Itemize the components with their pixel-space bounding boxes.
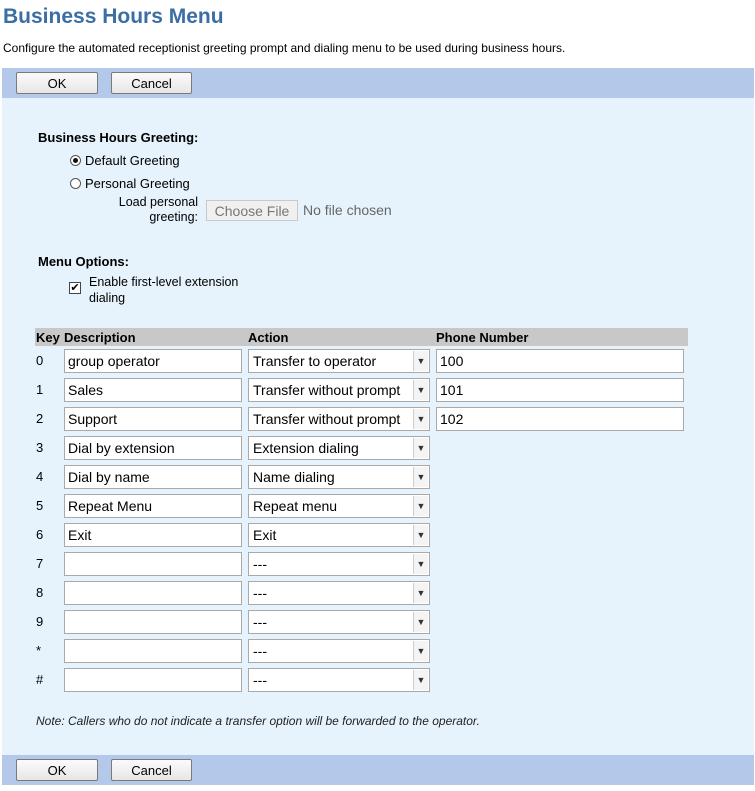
description-input[interactable] xyxy=(64,436,242,460)
table-row xyxy=(2,639,754,663)
table-row xyxy=(2,552,754,576)
description-input[interactable] xyxy=(64,523,242,547)
row-key: 4 xyxy=(36,469,44,484)
action-value: Repeat menu xyxy=(253,498,338,514)
table-row xyxy=(2,378,754,402)
action-value: Name dialing xyxy=(253,469,335,485)
action-select[interactable] xyxy=(248,581,430,605)
personal-greeting-label: Personal Greeting xyxy=(85,176,190,191)
chevron-down-icon[interactable]: ▼ xyxy=(413,351,428,371)
phone-number-input[interactable] xyxy=(436,407,684,431)
choose-file-button[interactable]: Choose File xyxy=(206,200,298,221)
cancel-button[interactable]: Cancel xyxy=(111,72,192,94)
default-greeting-radio[interactable] xyxy=(70,155,81,166)
action-value: --- xyxy=(253,614,267,630)
row-key: * xyxy=(36,643,42,658)
chevron-down-icon[interactable]: ▼ xyxy=(413,438,428,458)
row-key: 8 xyxy=(36,585,44,600)
row-key: 5 xyxy=(36,498,44,513)
description-input[interactable] xyxy=(64,668,242,692)
action-value: --- xyxy=(253,672,267,688)
personal-greeting-option[interactable] xyxy=(70,176,190,191)
description-input[interactable] xyxy=(64,552,242,576)
default-greeting-option[interactable] xyxy=(70,153,180,168)
greeting-section-label: Business Hours Greeting: xyxy=(38,130,199,145)
description-input[interactable] xyxy=(64,378,242,402)
description-input[interactable] xyxy=(64,465,242,489)
description-input[interactable] xyxy=(64,639,242,663)
ok-button[interactable]: OK xyxy=(16,72,98,94)
chevron-down-icon[interactable]: ▼ xyxy=(413,496,428,516)
action-select[interactable] xyxy=(248,523,430,547)
transfer-note: Note: Callers who do not indicate a transfer option will be forwarded to the operator. xyxy=(36,714,480,728)
enable-extension-dialing-label: Enable first-level extension dialing xyxy=(89,275,239,305)
action-select[interactable] xyxy=(248,436,430,460)
description-input[interactable] xyxy=(64,610,242,634)
row-key: 2 xyxy=(36,411,44,426)
table-row xyxy=(2,465,754,489)
row-key: 1 xyxy=(36,382,44,397)
action-select[interactable] xyxy=(248,610,430,634)
chevron-down-icon[interactable]: ▼ xyxy=(413,525,428,545)
action-select[interactable] xyxy=(248,552,430,576)
cancel-button-bottom[interactable]: Cancel xyxy=(111,759,192,781)
action-select[interactable] xyxy=(248,494,430,518)
action-value: --- xyxy=(253,585,267,601)
description-input[interactable] xyxy=(64,407,242,431)
chevron-down-icon[interactable]: ▼ xyxy=(413,641,428,661)
top-button-bar xyxy=(2,68,754,98)
action-value: --- xyxy=(253,643,267,659)
table-row xyxy=(2,436,754,460)
header-action: Action xyxy=(248,330,289,345)
ok-button-bottom[interactable]: OK xyxy=(16,759,98,781)
chevron-down-icon[interactable]: ▼ xyxy=(413,612,428,632)
action-select[interactable] xyxy=(248,378,430,402)
table-row xyxy=(2,523,754,547)
phone-number-input[interactable] xyxy=(436,378,684,402)
action-select[interactable] xyxy=(248,407,430,431)
page-subtitle: Configure the automated receptionist greeting prompt and dialing menu to be used during business hours. xyxy=(3,41,566,55)
menu-table-header xyxy=(35,328,688,346)
personal-greeting-radio[interactable] xyxy=(70,178,81,189)
description-input[interactable] xyxy=(64,581,242,605)
chevron-down-icon[interactable]: ▼ xyxy=(413,380,428,400)
action-value: Exit xyxy=(253,527,277,543)
header-phone-number: Phone Number xyxy=(436,330,529,345)
checkmark-icon: ✔ xyxy=(70,282,80,294)
header-description: Description xyxy=(64,330,136,345)
chevron-down-icon[interactable]: ▼ xyxy=(413,409,428,429)
table-row xyxy=(2,349,754,373)
row-key: 3 xyxy=(36,440,44,455)
action-select[interactable] xyxy=(248,349,430,373)
chevron-down-icon[interactable]: ▼ xyxy=(413,670,428,690)
page-title: Business Hours Menu xyxy=(3,5,224,28)
row-key: 0 xyxy=(36,353,44,368)
action-value: Transfer to operator xyxy=(253,353,377,369)
action-value: Transfer without prompt xyxy=(253,382,401,398)
description-input[interactable] xyxy=(64,494,242,518)
chevron-down-icon[interactable]: ▼ xyxy=(413,467,428,487)
default-greeting-label: Default Greeting xyxy=(85,153,180,168)
row-key: 9 xyxy=(36,614,44,629)
action-select[interactable] xyxy=(248,465,430,489)
form-panel xyxy=(2,98,754,755)
load-personal-greeting-label: Load personal greeting: xyxy=(118,195,198,224)
table-row xyxy=(2,668,754,692)
table-row xyxy=(2,610,754,634)
header-key: Key xyxy=(36,330,60,345)
phone-number-input[interactable] xyxy=(436,349,684,373)
description-input[interactable] xyxy=(64,349,242,373)
menu-options-label: Menu Options: xyxy=(38,254,129,269)
enable-extension-dialing-checkbox[interactable] xyxy=(69,282,81,294)
file-status: No file chosen xyxy=(303,202,392,218)
bottom-button-bar xyxy=(2,755,754,785)
action-value: Transfer without prompt xyxy=(253,411,401,427)
table-row xyxy=(2,581,754,605)
chevron-down-icon[interactable]: ▼ xyxy=(413,554,428,574)
action-value: --- xyxy=(253,556,267,572)
row-key: 7 xyxy=(36,556,44,571)
row-key: # xyxy=(36,672,44,687)
action-select[interactable] xyxy=(248,668,430,692)
action-select[interactable] xyxy=(248,639,430,663)
chevron-down-icon[interactable]: ▼ xyxy=(413,583,428,603)
table-row xyxy=(2,407,754,431)
row-key: 6 xyxy=(36,527,44,542)
action-value: Extension dialing xyxy=(253,440,359,456)
table-row xyxy=(2,494,754,518)
